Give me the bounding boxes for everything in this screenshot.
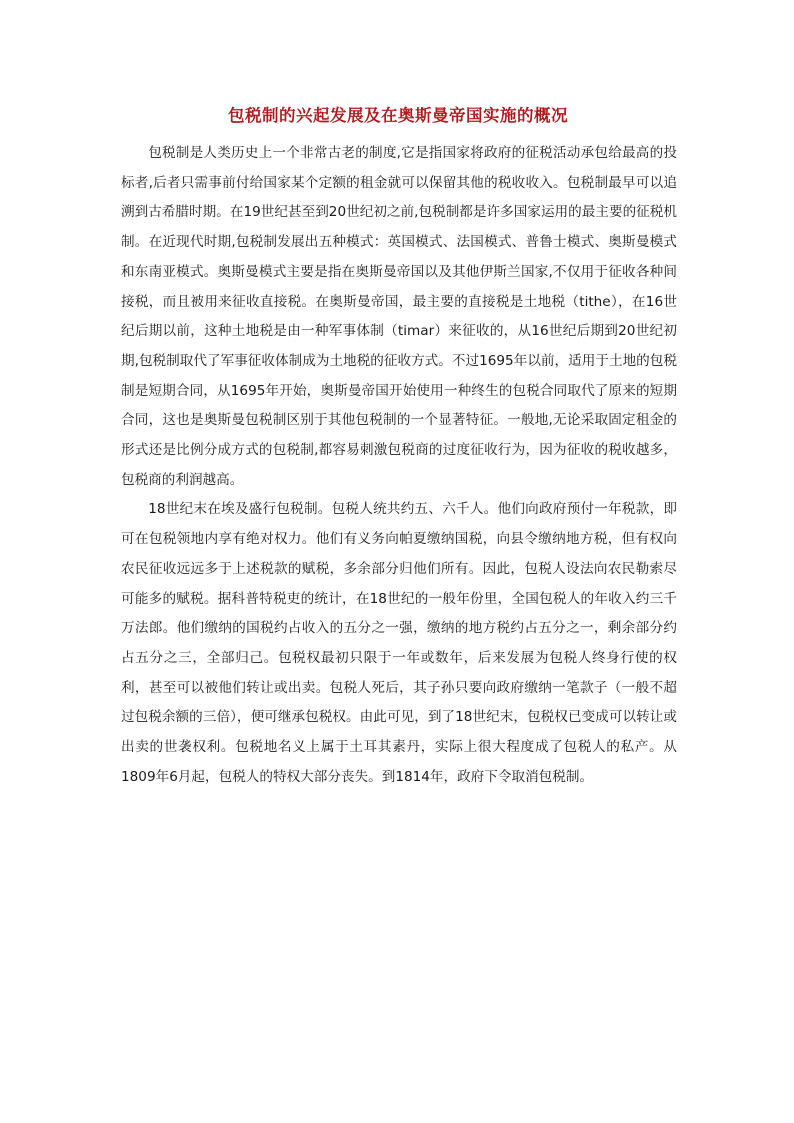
paragraph-1: 包税制是人类历史上一个非常古老的制度,它是指国家将政府的征税活动承包给最高的投标者,后者只需事前付给国家某个定额的租金就可以保留其他的税收收入。包税制最早可以追溯到古希腊时期。在19世纪甚至到20世纪初之前,包税制都是许多国家运用的最主要的征税机制。在近现代时期,包税制发展出五种模式：英国模式、法国模式、普鲁士模式、奥斯曼模式和东南亚模式。奥斯曼模式主要是指在奥斯曼帝国以及其他伊斯兰国家,不仅用于征收各种间接税，而且被用来征收直接税。在奥斯曼帝国，最主要的直接税是土地税（tithe），在16世纪后期以前，这种土地税是由一种军事体制（timar）来征收的，从16世纪后期到20世纪初期,包税制取代了军事征收体制成为土地税的征收方式。不过1695年以前，适用于土地的包税制是短期合同，从1695年开始，奥斯曼帝国开始使用一种终生的包税合同取代了原来的短期合同，这也是奥斯曼包税制区别于其他包税制的一个显著特征。一般地,无论采取固定租金的形式还是比例分成方式的包税制,都容易刺激包税商的过度征收行为，因为征收的税收越多，包税商的利润越高。 — [121, 145, 677, 488]
document-title: 包税制的兴起发展及在奥斯曼帝国实施的概况 — [228, 106, 568, 125]
paragraph-2: 18世纪末在埃及盛行包税制。包税人统共约五、六千人。他们向政府预付一年税款，即可在包税领地内享有绝对权力。他们有义务向帕夏缴纳国税，向县令缴纳地方税，但有权向农民征收远远多于上述税款的赋税，多余部分归他们所有。因此，包税人设法向农民勒索尽可能多的赋税。据科普特税吏的统计，在18世纪的一般年份里，全国包税人的年收入约三千万法郎。他们缴纳的国税约占收入的五分之一强，缴纳的地方税约占五分之一，剩余部分约占五分之三，全部归己。包税权最初只限于一年或数年，后来发展为包税人终身行使的权利，甚至可以被他们转让或出卖。包税人死后，其子孙只要向政府缴纳一笔款子（一般不超过包税余额的三倍），便可继承包税权。由此可见，到了18世纪末，包税权已变成可以转让或出卖的世袭权利。包税地名义上属于土耳其素丹，实际上很大程度成了包税人的私产。从1809年6月起，包税人的特权大部分丧失。到1814年，政府下令取消包税制。 — [121, 501, 677, 785]
document-body — [121, 139, 677, 792]
